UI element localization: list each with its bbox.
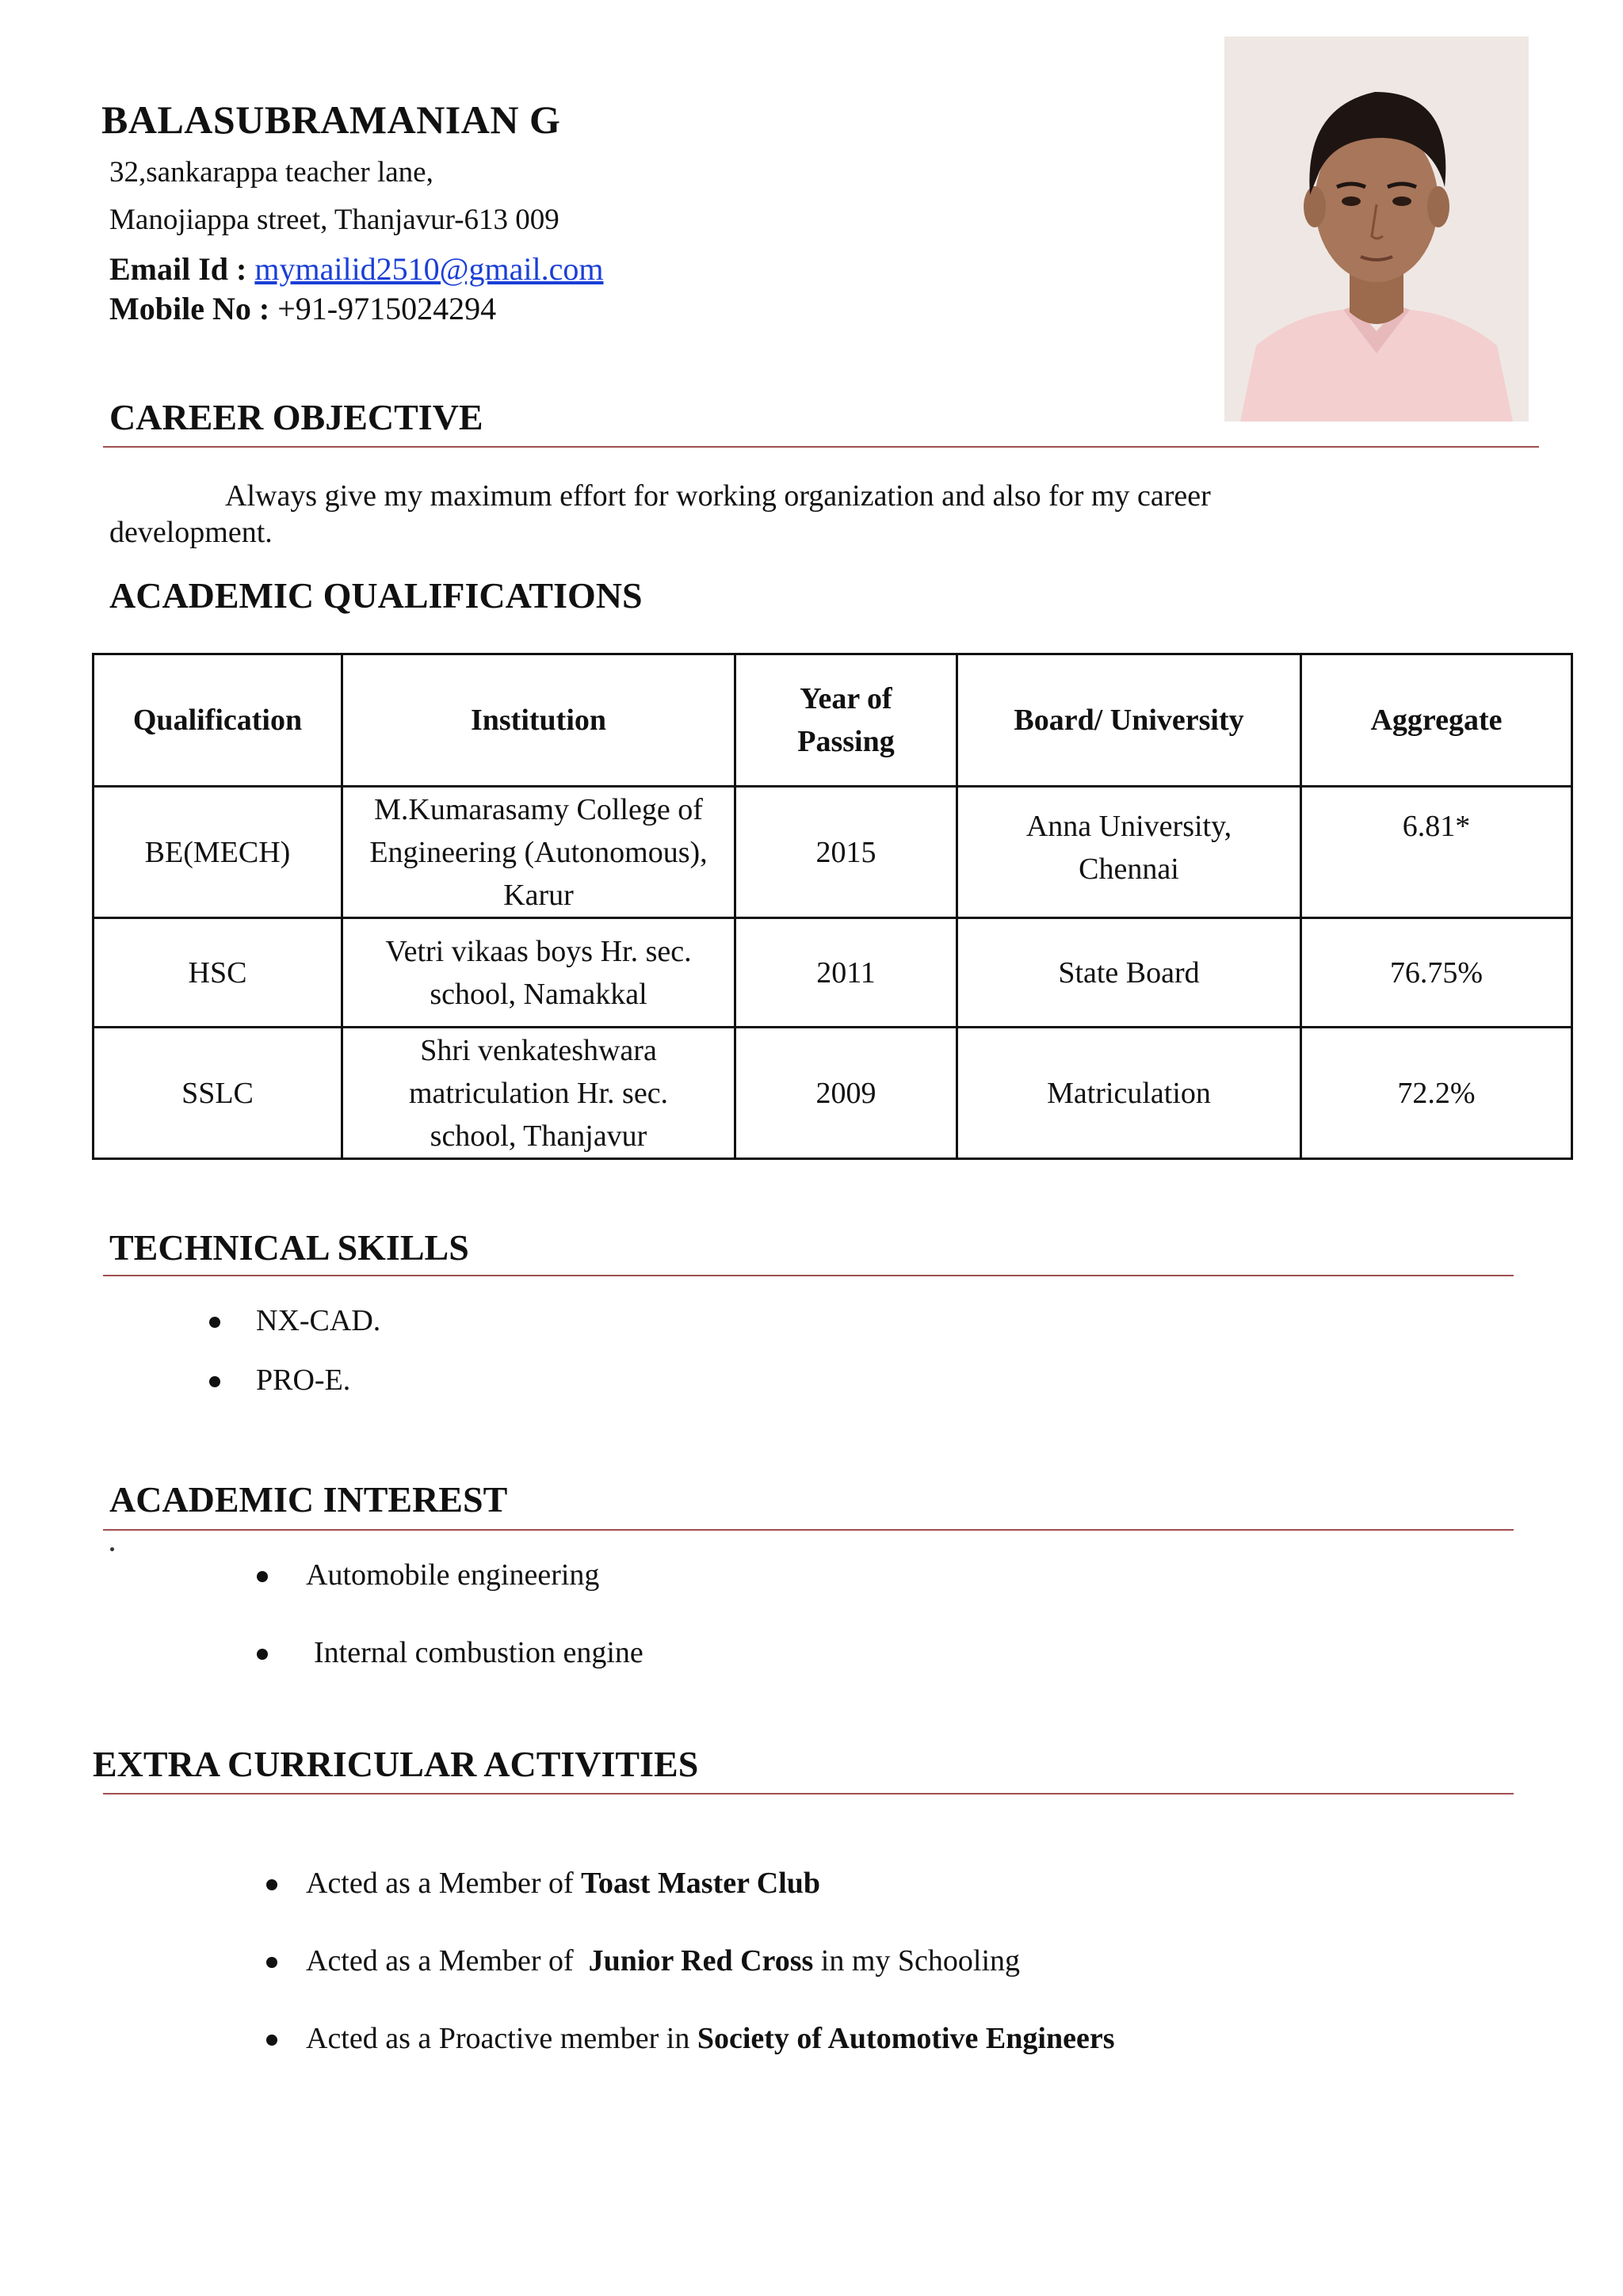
qualifications-table bbox=[92, 653, 1573, 1160]
qualification-cell: SSLC bbox=[94, 1028, 342, 1159]
year-cell: 2015 bbox=[735, 787, 957, 918]
skill-item: NX-CAD. bbox=[256, 1304, 381, 1337]
stray-dot bbox=[110, 1547, 114, 1551]
mobile-number: +91-9715024294 bbox=[277, 291, 497, 326]
table-row bbox=[94, 918, 1572, 1028]
year-cell: 2011 bbox=[735, 918, 957, 1028]
section-title-academic-interest: ACADEMIC INTEREST bbox=[109, 1479, 508, 1520]
activity-item: Acted as a Member of Toast Master Club bbox=[306, 1867, 821, 1900]
interest-item: Automobile engineering bbox=[306, 1558, 600, 1592]
institution-cell: Vetri vikaas boys Hr. sec. school, Namakkal bbox=[342, 918, 735, 1028]
section-divider bbox=[103, 1529, 1514, 1531]
career-objective-line-2: development. bbox=[109, 516, 273, 549]
board-cell: Matriculation bbox=[957, 1028, 1301, 1159]
email-link[interactable]: mymailid2510@gmail.com bbox=[254, 251, 604, 287]
column-header: Year of Passing bbox=[735, 654, 957, 787]
section-divider bbox=[103, 446, 1539, 448]
email-label: Email Id : bbox=[109, 251, 247, 287]
column-header: Institution bbox=[342, 654, 735, 787]
institution-cell: M.Kumarasamy College of Engineering (Autonomous), Karur bbox=[342, 787, 735, 918]
institution-cell: Shri venkateshwara matriculation Hr. sec. school, Thanjavur bbox=[342, 1028, 735, 1159]
activity-item: Acted as a Proactive member in Society of Automotive Engineers bbox=[306, 2022, 1115, 2055]
bullet-icon bbox=[209, 1376, 220, 1387]
aggregate-cell: 76.75% bbox=[1301, 918, 1572, 1028]
mobile-label: Mobile No : bbox=[109, 291, 270, 326]
bullet-icon bbox=[209, 1317, 220, 1328]
interest-item: Internal combustion engine bbox=[314, 1636, 643, 1669]
profile-photo bbox=[1224, 36, 1529, 421]
bullet-icon bbox=[257, 1571, 268, 1582]
table-header-row bbox=[94, 654, 1572, 787]
career-objective-line-1: Always give my maximum effort for working organization and also for my career bbox=[225, 479, 1211, 513]
aggregate-cell: 72.2% bbox=[1301, 1028, 1572, 1159]
bullet-icon bbox=[266, 1957, 277, 1968]
section-divider bbox=[103, 1275, 1514, 1276]
career-objective-text bbox=[109, 478, 1346, 551]
skill-item: PRO-E. bbox=[256, 1363, 351, 1397]
column-header: Aggregate bbox=[1301, 654, 1572, 787]
candidate-name: BALASUBRAMANIAN G bbox=[101, 97, 561, 142]
section-title-career-objective: CAREER OBJECTIVE bbox=[109, 397, 483, 437]
mobile-row bbox=[109, 290, 496, 327]
bullet-icon bbox=[266, 2035, 277, 2046]
qualification-cell: HSC bbox=[94, 918, 342, 1028]
aggregate-cell: 6.81* bbox=[1301, 787, 1572, 918]
activity-item: Acted as a Member of Junior Red Cross in my Schooling bbox=[306, 1944, 1021, 1978]
bullet-icon bbox=[266, 1879, 277, 1890]
board-cell: Anna University, Chennai bbox=[957, 787, 1301, 918]
section-title-extra-curricular: EXTRA CURRICULAR ACTIVITIES bbox=[93, 1744, 699, 1784]
address-line-2: Manojiappa street, Thanjavur-613 009 bbox=[109, 204, 559, 236]
year-cell: 2009 bbox=[735, 1028, 957, 1159]
column-header: Board/ University bbox=[957, 654, 1301, 787]
section-title-technical-skills: TECHNICAL SKILLS bbox=[109, 1227, 469, 1268]
section-title-academic-qualifications: ACADEMIC QUALIFICATIONS bbox=[109, 575, 643, 616]
address-line-1: 32,sankarappa teacher lane, bbox=[109, 156, 433, 189]
email-row bbox=[109, 250, 603, 288]
profile-photo-illustration bbox=[1224, 36, 1529, 421]
table-row bbox=[94, 1028, 1572, 1159]
column-header: Qualification bbox=[94, 654, 342, 787]
bullet-icon bbox=[257, 1649, 268, 1660]
table-row bbox=[94, 787, 1572, 918]
board-cell: State Board bbox=[957, 918, 1301, 1028]
qualification-cell: BE(MECH) bbox=[94, 787, 342, 918]
section-divider bbox=[103, 1793, 1514, 1794]
